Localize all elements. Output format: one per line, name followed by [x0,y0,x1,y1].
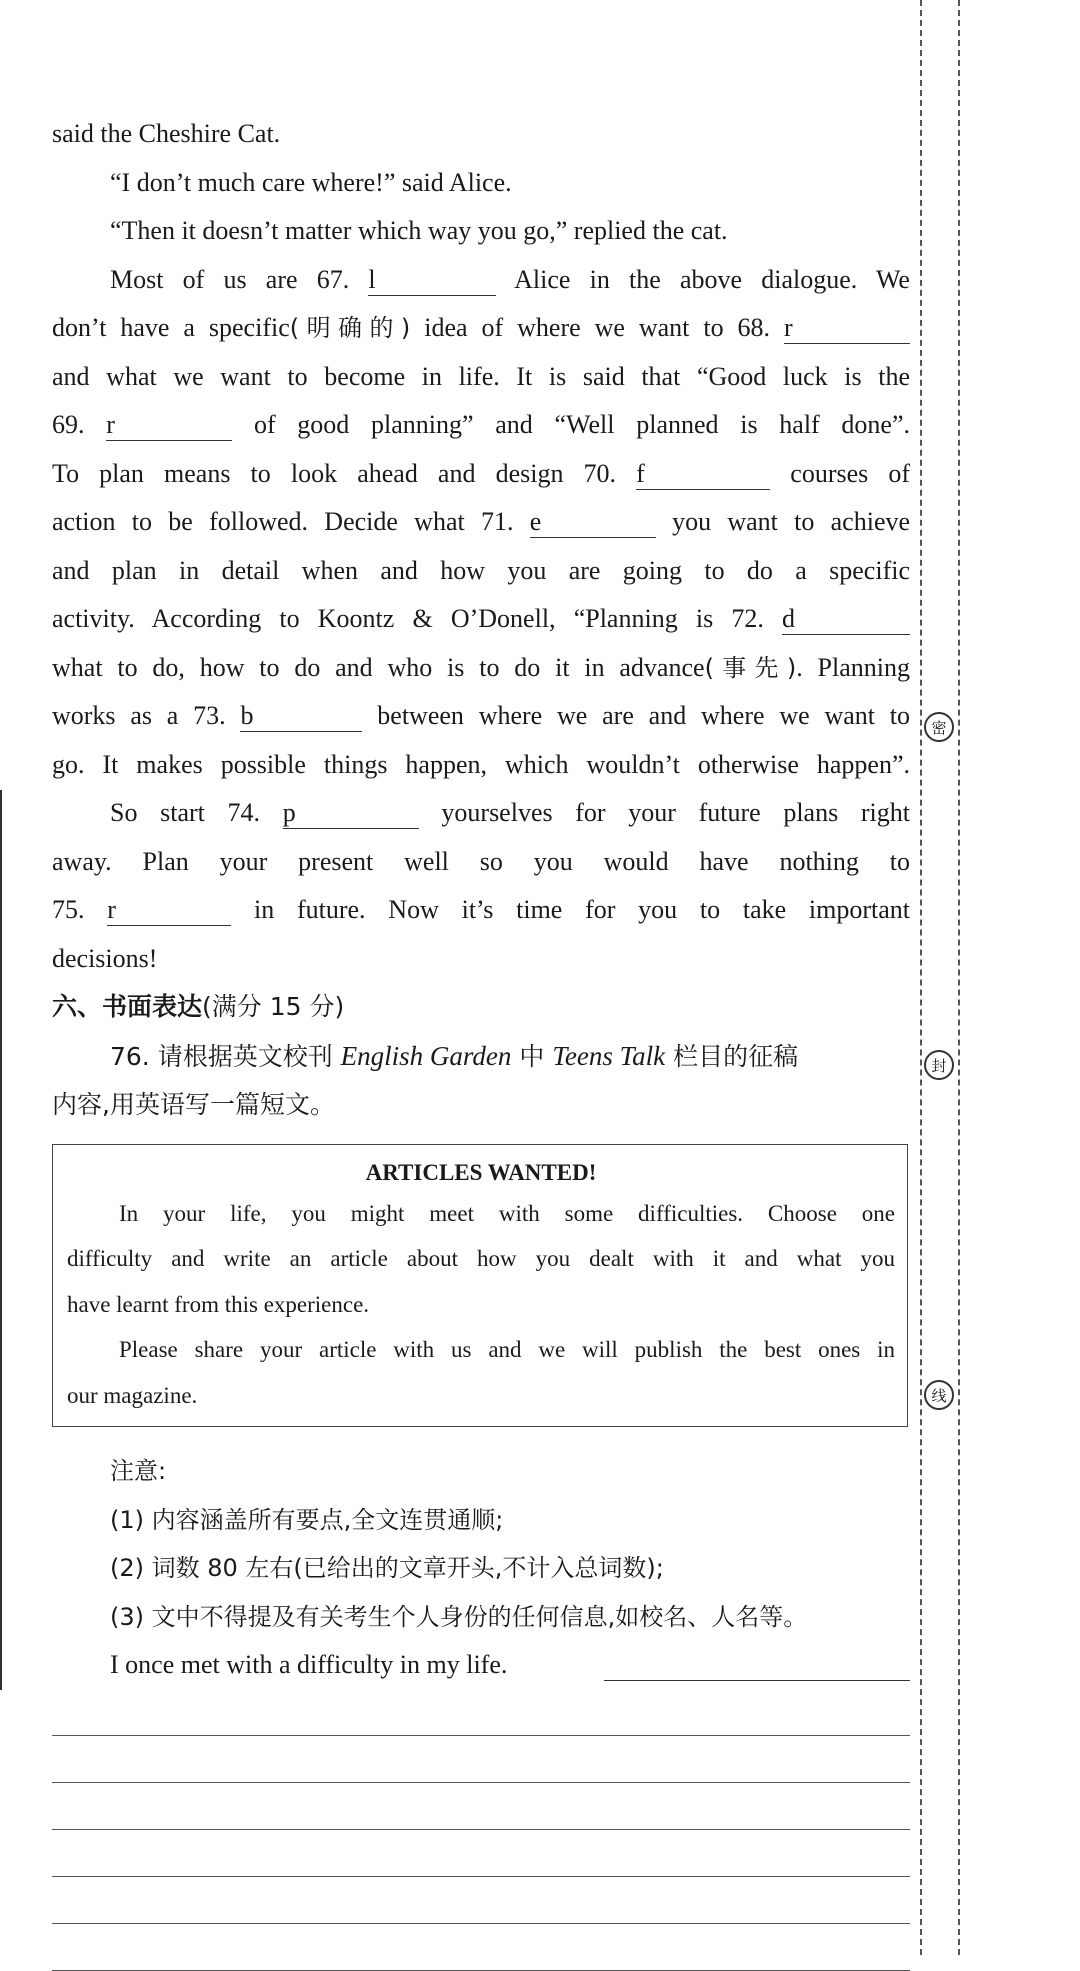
blank-68[interactable]: r [784,313,910,344]
blank-70[interactable]: f [636,459,770,490]
answer-line[interactable] [52,1830,910,1877]
text-fragment: in future. Now it’s time for you to take important [254,895,911,924]
text-fragment: Most of us are 67. [110,264,350,294]
text-fragment: between where we are and where we want to [377,701,911,730]
answer-line[interactable] [52,1689,910,1736]
box-line: difficulty and write an article about how you dealt with it and what you [67,1246,895,1271]
question-text: 中 [519,1041,545,1071]
text-fragment: works as a 73. [52,701,226,730]
passage-line [52,401,910,450]
question-76 [52,1032,910,1082]
notes-heading: 注意: [110,1457,167,1485]
note-item: (2) 词数 80 左右(已给出的文章开头,不计入总词数); [110,1554,664,1582]
answer-line[interactable] [52,1736,910,1783]
left-page-edge [0,0,12,1955]
passage-line [52,256,910,305]
text-fragment: yourselves for your future plans right [441,798,910,827]
reading-passage [52,110,910,983]
passage-line [52,886,910,935]
text-fragment: action to be followed. Decide what 71. [52,507,514,536]
note-item: (1) 内容涵盖所有要点,全文连贯通顺; [110,1505,504,1534]
passage-line: said the Cheshire Cat. [52,119,281,148]
seal-mark-1: 密 [924,712,954,742]
blank-71[interactable]: e [530,507,656,538]
blank-69[interactable]: r [106,410,232,441]
passage-line: “Then it doesn’t matter which way you go,” replied the cat. [110,216,728,245]
answer-line[interactable] [52,1924,910,1971]
section-score: (满分 15 分) [202,992,345,1021]
answer-lines [52,1689,910,1971]
magazine-name: English Garden [340,1040,512,1071]
text-fragment: 69. [52,410,85,439]
passage-line [52,450,910,499]
text-fragment: what to do, how to do and who is to do it in advance [52,652,705,682]
column-name: Teens Talk [552,1040,666,1071]
passage-line [52,692,910,741]
blank-75[interactable]: r [107,895,231,926]
passage-line: decisions! [52,943,158,973]
binding-margin [920,0,960,1955]
seal-mark-3: 线 [924,1380,954,1410]
box-line: In your life, you might meet with some difficulties. Choose one [119,1200,895,1226]
note-item: (3) 文中不得提及有关考生个人身份的任何信息,如校名、人名等。 [110,1602,808,1631]
question-76-line2: 内容,用英语写一篇短文。 [52,1090,335,1119]
text-fragment: To plan means to look ahead and design 70. [52,458,617,488]
question-text: 栏目的征稿 [673,1041,799,1071]
essay-starter [52,1641,910,1689]
passage-line: “I don’t much care where!” said Alice. [110,167,512,197]
starter-sentence: I once met with a difficulty in my life. [110,1650,508,1679]
text-fragment: idea of where we want to 68. [410,313,771,342]
text-fragment: 75. [52,895,85,924]
passage-line: away. Plan your present well so you would have nothing to [52,846,910,876]
chinese-gloss: (事先) [704,653,797,682]
answer-line[interactable] [604,1650,910,1681]
writing-notes [52,1447,910,1641]
exam-page [52,110,910,1971]
left-border-line [0,790,6,1690]
blank-73[interactable]: b [240,701,362,732]
text-fragment: don’t have a specific [52,313,290,342]
chinese-gloss: (明确的) [289,314,411,342]
blank-72[interactable]: d [782,604,910,635]
question-text: 76. 请根据英文校刊 [110,1041,333,1071]
passage-line: and what we want to become in life. It is said that “Good luck is the [52,361,910,391]
articles-wanted-box [52,1144,908,1428]
passage-line: go. It makes possible things happen, which wouldn’t otherwise happen”. [52,749,910,779]
passage-line [52,644,910,693]
text-fragment: courses of [790,458,911,488]
blank-67[interactable]: l [368,265,496,296]
text-fragment: of good planning” and “Well planned is half done”. [253,410,911,439]
passage-line [52,789,910,838]
answer-line[interactable] [52,1783,910,1830]
box-line: Please share your article with us and we will publish the best ones in [119,1337,895,1362]
text-fragment: you want to achieve [672,507,911,536]
box-line: have learnt from this experience. [67,1291,370,1317]
section-heading [52,983,910,1032]
box-title: ARTICLES WANTED! [365,1159,597,1185]
passage-line [52,304,910,353]
text-fragment: . Planning [796,652,910,682]
passage-line [52,498,910,547]
blank-74[interactable]: p [283,798,419,829]
answer-line[interactable] [52,1877,910,1924]
seal-mark-2: 封 [924,1050,954,1080]
text-fragment: activity. According to Koontz & O’Donell, “Planning is 72. [52,604,764,633]
section-title: 六、书面表达 [52,992,203,1021]
text-fragment: So start 74. [110,798,261,827]
box-line: our magazine. [67,1382,198,1408]
passage-line: and plan in detail when and how you are going to do a specific [52,555,910,585]
text-fragment: Alice in the above dialogue. We [514,264,910,294]
passage-line [52,595,910,644]
